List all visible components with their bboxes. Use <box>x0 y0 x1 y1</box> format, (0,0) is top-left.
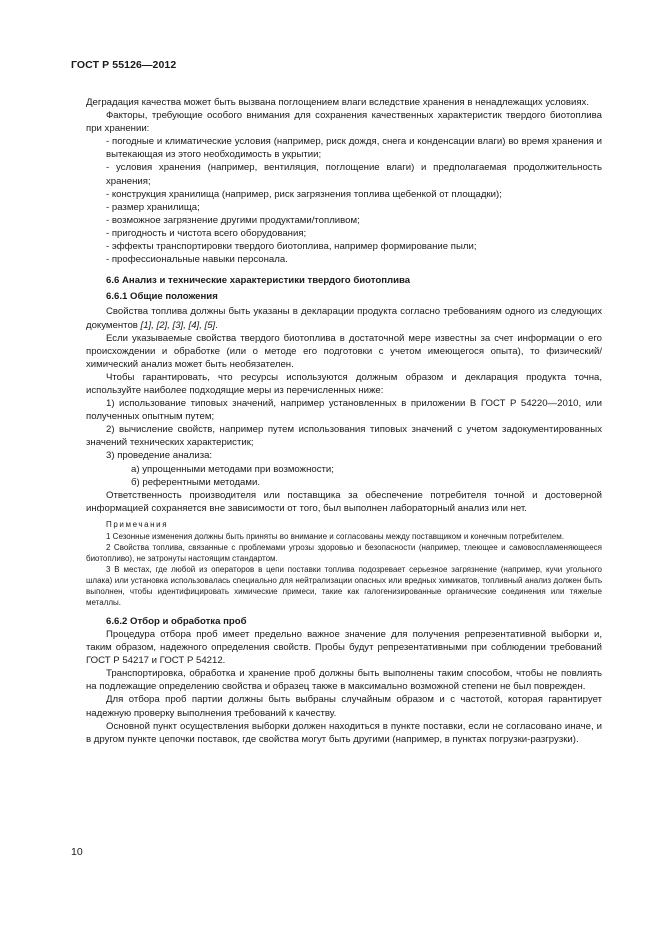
note-item: 1 Сезонные изменения должны быть приняты во внимание и согласованы между поставщиком и конечным потребителем. <box>106 531 564 541</box>
list-item: 1) использование типовых значений, например установленных в приложении В ГОСТ Р 54220—2010, или полученных опытным путем; <box>86 398 602 423</box>
paragraph-properties <box>86 305 602 331</box>
properties-text: Свойства топлива должны быть указаны в декларации продукта согласно требованиям одного из следующих документов <box>86 306 602 331</box>
document-body <box>86 96 602 746</box>
list-item: - условия хранения (например, вентиляция, поглощение влаги) и предполагаемая продолжительность хранения; <box>106 162 602 187</box>
list-item: - размер хранилища; <box>106 201 200 213</box>
list-item: - погодные и климатические условия (например, риск дождя, снега и конденсации влаги) во время хранения и вытекающая из этого необходимость в укрытии; <box>106 136 602 161</box>
list-item: - возможное загрязнение другими продуктами/топливом; <box>106 214 360 226</box>
list-item: 3) проведение анализа: <box>106 450 213 462</box>
note-item: 3 В местах, где любой из операторов в цепи поставки топлива подозревает серьезное загрязнение (например, кучи угольного шлака) или установка использовалась специально для нейтрализации опасных или вредных химикатов, топливный анализ должен быть выполнен, чтобы идентифицировать химические примеси, такие как галогенизированные органические соединения или тяжелые металлы. <box>86 564 602 607</box>
section-heading-6-6: 6.6 Анализ и технические характеристики твердого биотоплива <box>106 275 411 287</box>
document-header: ГОСТ Р 55126—2012 <box>71 59 177 71</box>
list-item: - эффекты транспортировки твердого биотоплива, например формирование пыли; <box>106 241 477 253</box>
notes-block <box>86 519 602 608</box>
properties-end: . <box>215 319 218 331</box>
paragraph-responsibility: Ответственность производителя или поставщика за обеспечение потребителя точной и достоверной информацией сохраняется вне зависимости от того, был выполнен лабораторный анализ или нет. <box>86 489 602 514</box>
notes-title: Примечания <box>106 519 169 529</box>
paragraph-point: Основной пункт осуществления выборки должен находиться в пункте поставки, если не согласовано иначе, и в другом пункте цепочки поставок, где свойства могут быть другими (например, в пунктах погрузки-разгрузки). <box>86 720 602 745</box>
paragraph-batch: Для отбора проб партии должны быть выбраны случайным образом и с частотой, которая гарантирует надежную проверку выполнения требований к качеству. <box>86 694 602 719</box>
paragraph-factors: Факторы, требующие особого внимания для сохранения качественных характеристик твердого биотоплива при хранении: <box>86 110 602 135</box>
page-number: 10 <box>71 846 83 858</box>
paragraph-sampling: Процедура отбора проб имеет предельно важное значение для получения репрезентативной выборки и, таким образом, надежного определения свойств. Пробы будут репрезентативными при соблюдении требований ГОСТ Р 54217 и ГОСТ Р 54212. <box>86 629 602 667</box>
section-heading-6-6-2: 6.6.2 Отбор и обработка проб <box>106 615 247 627</box>
paragraph-transport: Транспортировка, обработка и хранение проб должны быть выполнены таким способом, чтобы не повлиять на подлежащие определению свойства и образец также в максимально возможной степени не был поврежден. <box>86 668 602 693</box>
paragraph-guarantee: Чтобы гарантировать, что ресурсы используются должным образом и декларация продукта точна, используйте наиболее подходящие меры из перечисленных ниже: <box>86 371 602 396</box>
list-item: - конструкция хранилища (например, риск загрязнения топлива щебенкой от площадки); <box>106 188 502 200</box>
paragraph-known: Если указываемые свойства твердого биотоплива в достаточной мере известны за счет информации о его происхождении и обработке (или о методе его подготовки с учетом имеющегося опыта), то физический/химический анализ может быть необязателен. <box>86 332 602 370</box>
paragraph-degradation: Деградация качества может быть вызвана поглощением влаги вследствие хранения в ненадлежащих условиях. <box>86 97 589 108</box>
list-item: б) референтными методами. <box>131 476 261 488</box>
list-item: - профессиональные навыки персонала. <box>106 254 288 266</box>
section-heading-6-6-1: 6.6.1 Общие положения <box>106 291 218 303</box>
list-item: - пригодность и чистота всего оборудования; <box>106 227 307 239</box>
note-item: 2 Свойства топлива, связанные с проблемами угрозы здоровью и безопасности (например, тлеющее и самовоспламеняющееся биотопливо), не затронуты настоящим стандартом. <box>86 542 602 563</box>
reference-list: [1], [2], [3], [4], [5] <box>140 319 216 331</box>
list-item: 2) вычисление свойств, например путем использования типовых значений с учетом задокументированных значений технических характеристик; <box>86 424 602 449</box>
list-item: а) упрощенными методами при возможности; <box>131 463 334 475</box>
